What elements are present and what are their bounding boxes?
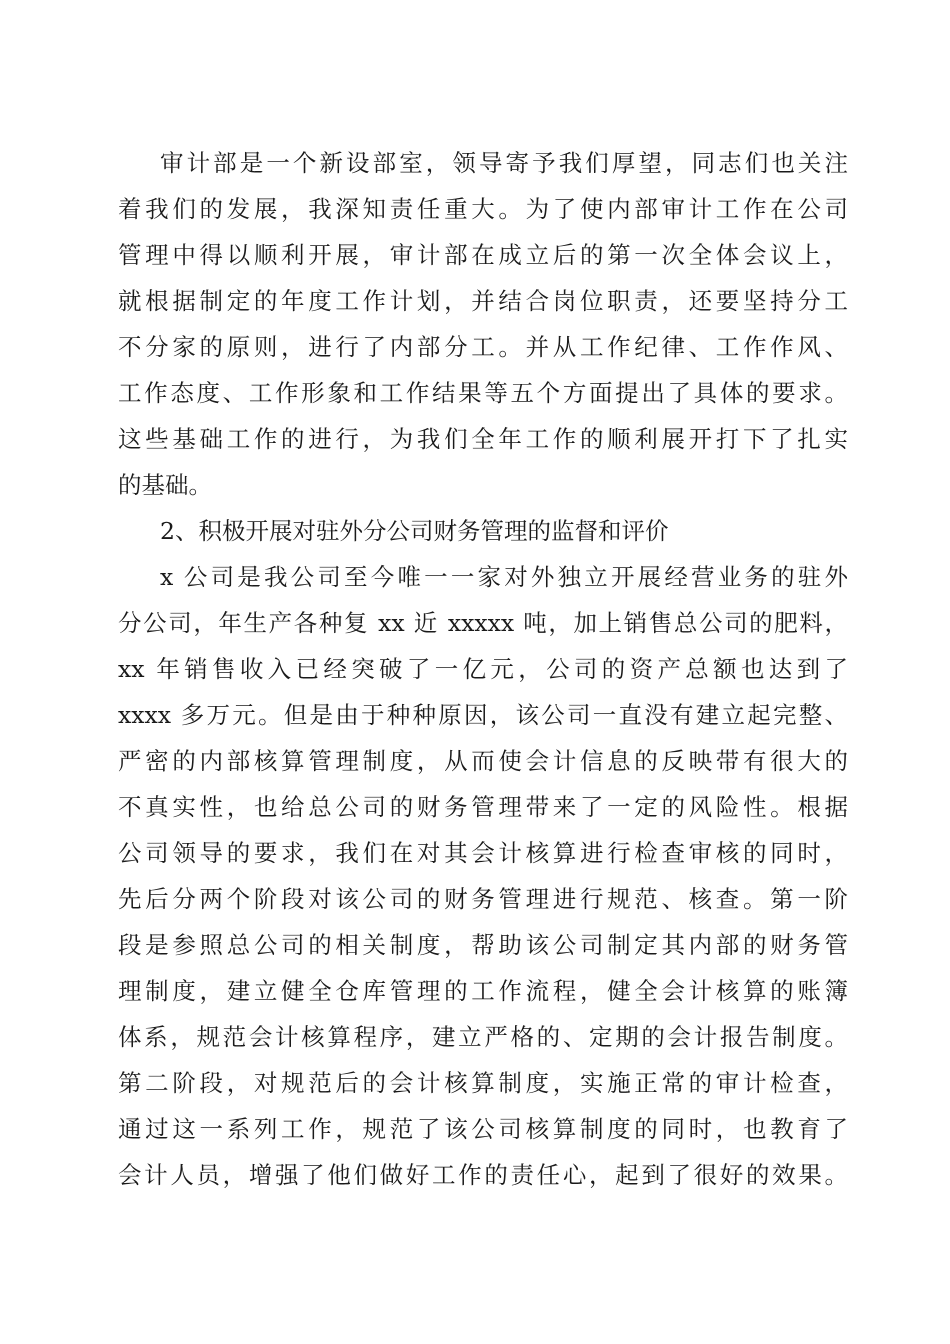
paragraph-2-line-2: 分公司，年生产各种复 xx 近 xxxxx 吨，加上销售总公司的肥料， [118, 609, 848, 637]
paragraph-2-line-10: 理制度，建立健全仓库管理的工作流程，健全会计核算的账簿 [118, 977, 848, 1005]
paragraph-1-line-2: 着我们的发展，我深知责任重大。为了使内部审计工作在公司 [118, 195, 848, 223]
paragraph-1-line-6: 工作态度、工作形象和工作结果等五个方面提出了具体的要求。 [118, 379, 848, 407]
paragraph-2-line-4: xxxx 多万元。但是由于种种原因，该公司一直没有建立起完整、 [118, 701, 848, 729]
paragraph-2-line-14: 会计人员，增强了他们做好工作的责任心，起到了很好的效果。 [118, 1161, 848, 1189]
paragraph-2-line-13: 通过这一系列工作，规范了该公司核算制度的同时，也教育了 [118, 1115, 848, 1143]
section-heading: 2、积极开展对驻外分公司财务管理的监督和评价 [160, 517, 669, 545]
paragraph-1-line-4: 就根据制定的年度工作计划，并结合岗位职责，还要坚持分工 [118, 287, 848, 315]
paragraph-2-line-3: xx 年销售收入已经突破了一亿元，公司的资产总额也达到了 [118, 655, 848, 683]
paragraph-1-line-5: 不分家的原则，进行了内部分工。并从工作纪律、工作作风、 [118, 333, 848, 361]
paragraph-1-line-1: 审计部是一个新设部室，领导寄予我们厚望，同志们也关注 [160, 149, 848, 177]
paragraph-2-line-11: 体系，规范会计核算程序，建立严格的、定期的会计报告制度。 [118, 1023, 848, 1051]
paragraph-2-line-6: 不真实性，也给总公司的财务管理带来了一定的风险性。根据 [118, 793, 848, 821]
paragraph-2-line-12: 第二阶段，对规范后的会计核算制度，实施正常的审计检查， [118, 1069, 848, 1097]
paragraph-2-line-8: 先后分两个阶段对该公司的财务管理进行规范、核查。第一阶 [118, 885, 848, 913]
paragraph-1-line-3: 管理中得以顺利开展，审计部在成立后的第一次全体会议上， [118, 241, 848, 269]
paragraph-2-line-1: x 公司是我公司至今唯一一家对外独立开展经营业务的驻外 [160, 563, 848, 591]
paragraph-2-line-5: 严密的内部核算管理制度，从而使会计信息的反映带有很大的 [118, 747, 848, 775]
paragraph-2-line-9: 段是参照总公司的相关制度，帮助该公司制定其内部的财务管 [118, 931, 848, 959]
paragraph-1-line-7: 这些基础工作的进行，为我们全年工作的顺利展开打下了扎实 [118, 425, 848, 453]
paragraph-2-line-7: 公司领导的要求，我们在对其会计核算进行检查审核的同时， [118, 839, 848, 867]
paragraph-1-line-8: 的基础。 [118, 471, 212, 499]
